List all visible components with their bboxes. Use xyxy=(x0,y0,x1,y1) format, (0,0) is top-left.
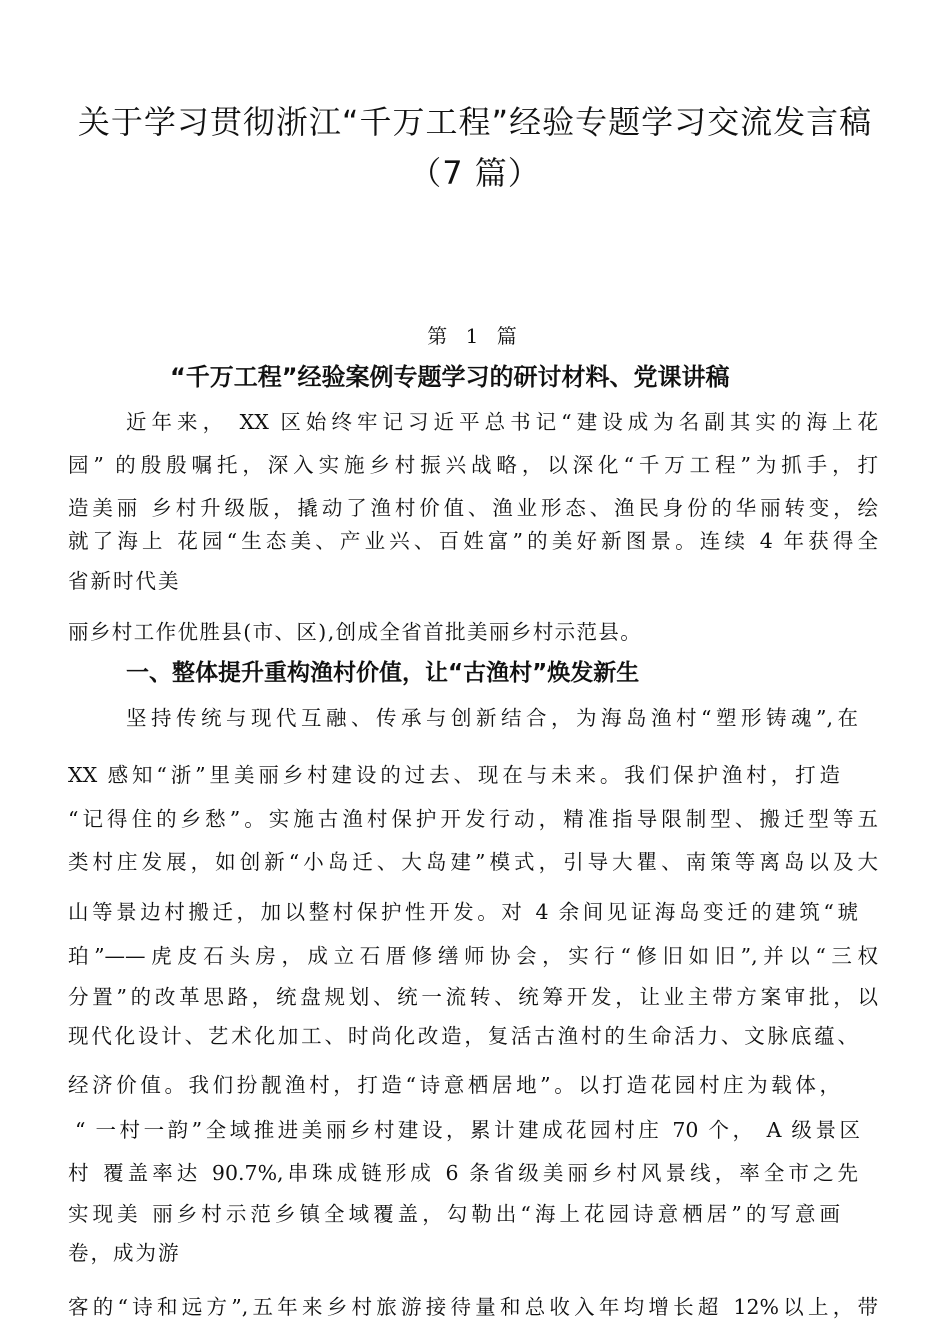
paragraph-line: 造美丽 乡村升级版，撬动了渔村价值、渔业形态、渔民身份的华丽转变，绘 xyxy=(68,496,878,520)
paragraph-line: 实现美 丽乡村示范乡镇全域覆盖，勾勒出“海上花园诗意栖居”的写意画 xyxy=(68,1202,840,1226)
paragraph-line: 卷，成为游 xyxy=(68,1241,181,1265)
paragraph-line: 山等景边村搬迁，加以整村保护性开发。对 4 余间见证海岛变迁的建筑“琥 xyxy=(68,900,858,924)
section-label: 第 1 篇 xyxy=(427,324,523,348)
paragraph-line: 园” 的殷殷嘱托，深入实施乡村振兴战略，以深化“千万工程”为抓手，打 xyxy=(68,453,878,477)
document-title-line-1: 关于学习贯彻浙江“千万工程”经验专题学习交流发言稿 xyxy=(77,103,873,141)
article-title: “千万工程”经验案例专题学习的研讨材料、党课讲稿 xyxy=(170,363,730,391)
paragraph-line: 客的“诗和远方”,五年来乡村旅游接待量和总收入年均增长超 12%以上，带 xyxy=(68,1295,878,1319)
paragraph-line: 丽乡村工作优胜县(市、区),创成全省首批美丽乡村示范县。 xyxy=(68,620,643,644)
paragraph-line: “记得住的乡愁”。实施古渔村保护开发行动，精准指导限制型、搬迁型等五 xyxy=(68,807,878,831)
document-title-line-2: （7 篇） xyxy=(409,154,541,192)
paragraph-line: XX 感知“浙”里美丽乡村建设的过去、现在与未来。我们保护渔村，打造 xyxy=(68,763,840,787)
paragraph-line: 类村庄发展，如创新“小岛迁、大岛建”模式，引导大瞿、南策等离岛以及大 xyxy=(68,850,878,874)
paragraph-line: 省新时代美 xyxy=(68,569,181,593)
paragraph-line: 就了海上 花园“生态美、产业兴、百姓富”的美好新图景。连续 4 年获得全 xyxy=(68,529,878,553)
paragraph-line: “ 一村一韵”全域推进美丽乡村建设，累计建成花园村庄 70 个， A 级景区 xyxy=(75,1118,860,1142)
paragraph-line: 珀”——虎皮石头房，成立石厝修缮师协会，实行“修旧如旧”,并以“三权 xyxy=(68,944,878,968)
paragraph-line: 现代化设计、艺术化加工、时尚化改造，复活古渔村的生命活力、文脉底蕴、 xyxy=(68,1024,858,1048)
paragraph-line: 村 覆盖率达 90.7%,串珠成链形成 6 条省级美丽乡村风景线，率全市之先 xyxy=(68,1161,858,1185)
paragraph-line: 近年来， XX 区始终牢记习近平总书记“建设成为名副其实的海上花 xyxy=(126,410,878,434)
section-heading: 一、整体提升重构渔村价值，让“古渔村”焕发新生 xyxy=(126,660,640,686)
paragraph-line: 分置”的改革思路，统盘规划、统一流转、统筹开发，让业主带方案审批，以 xyxy=(68,985,878,1009)
paragraph-line: 坚持传统与现代互融、传承与创新结合，为海岛渔村“塑形铸魂”,在 xyxy=(126,706,858,730)
paragraph-line: 经济价值。我们扮靓渔村，打造“诗意栖居地”。以打造花园村庄为载体， xyxy=(68,1073,840,1097)
